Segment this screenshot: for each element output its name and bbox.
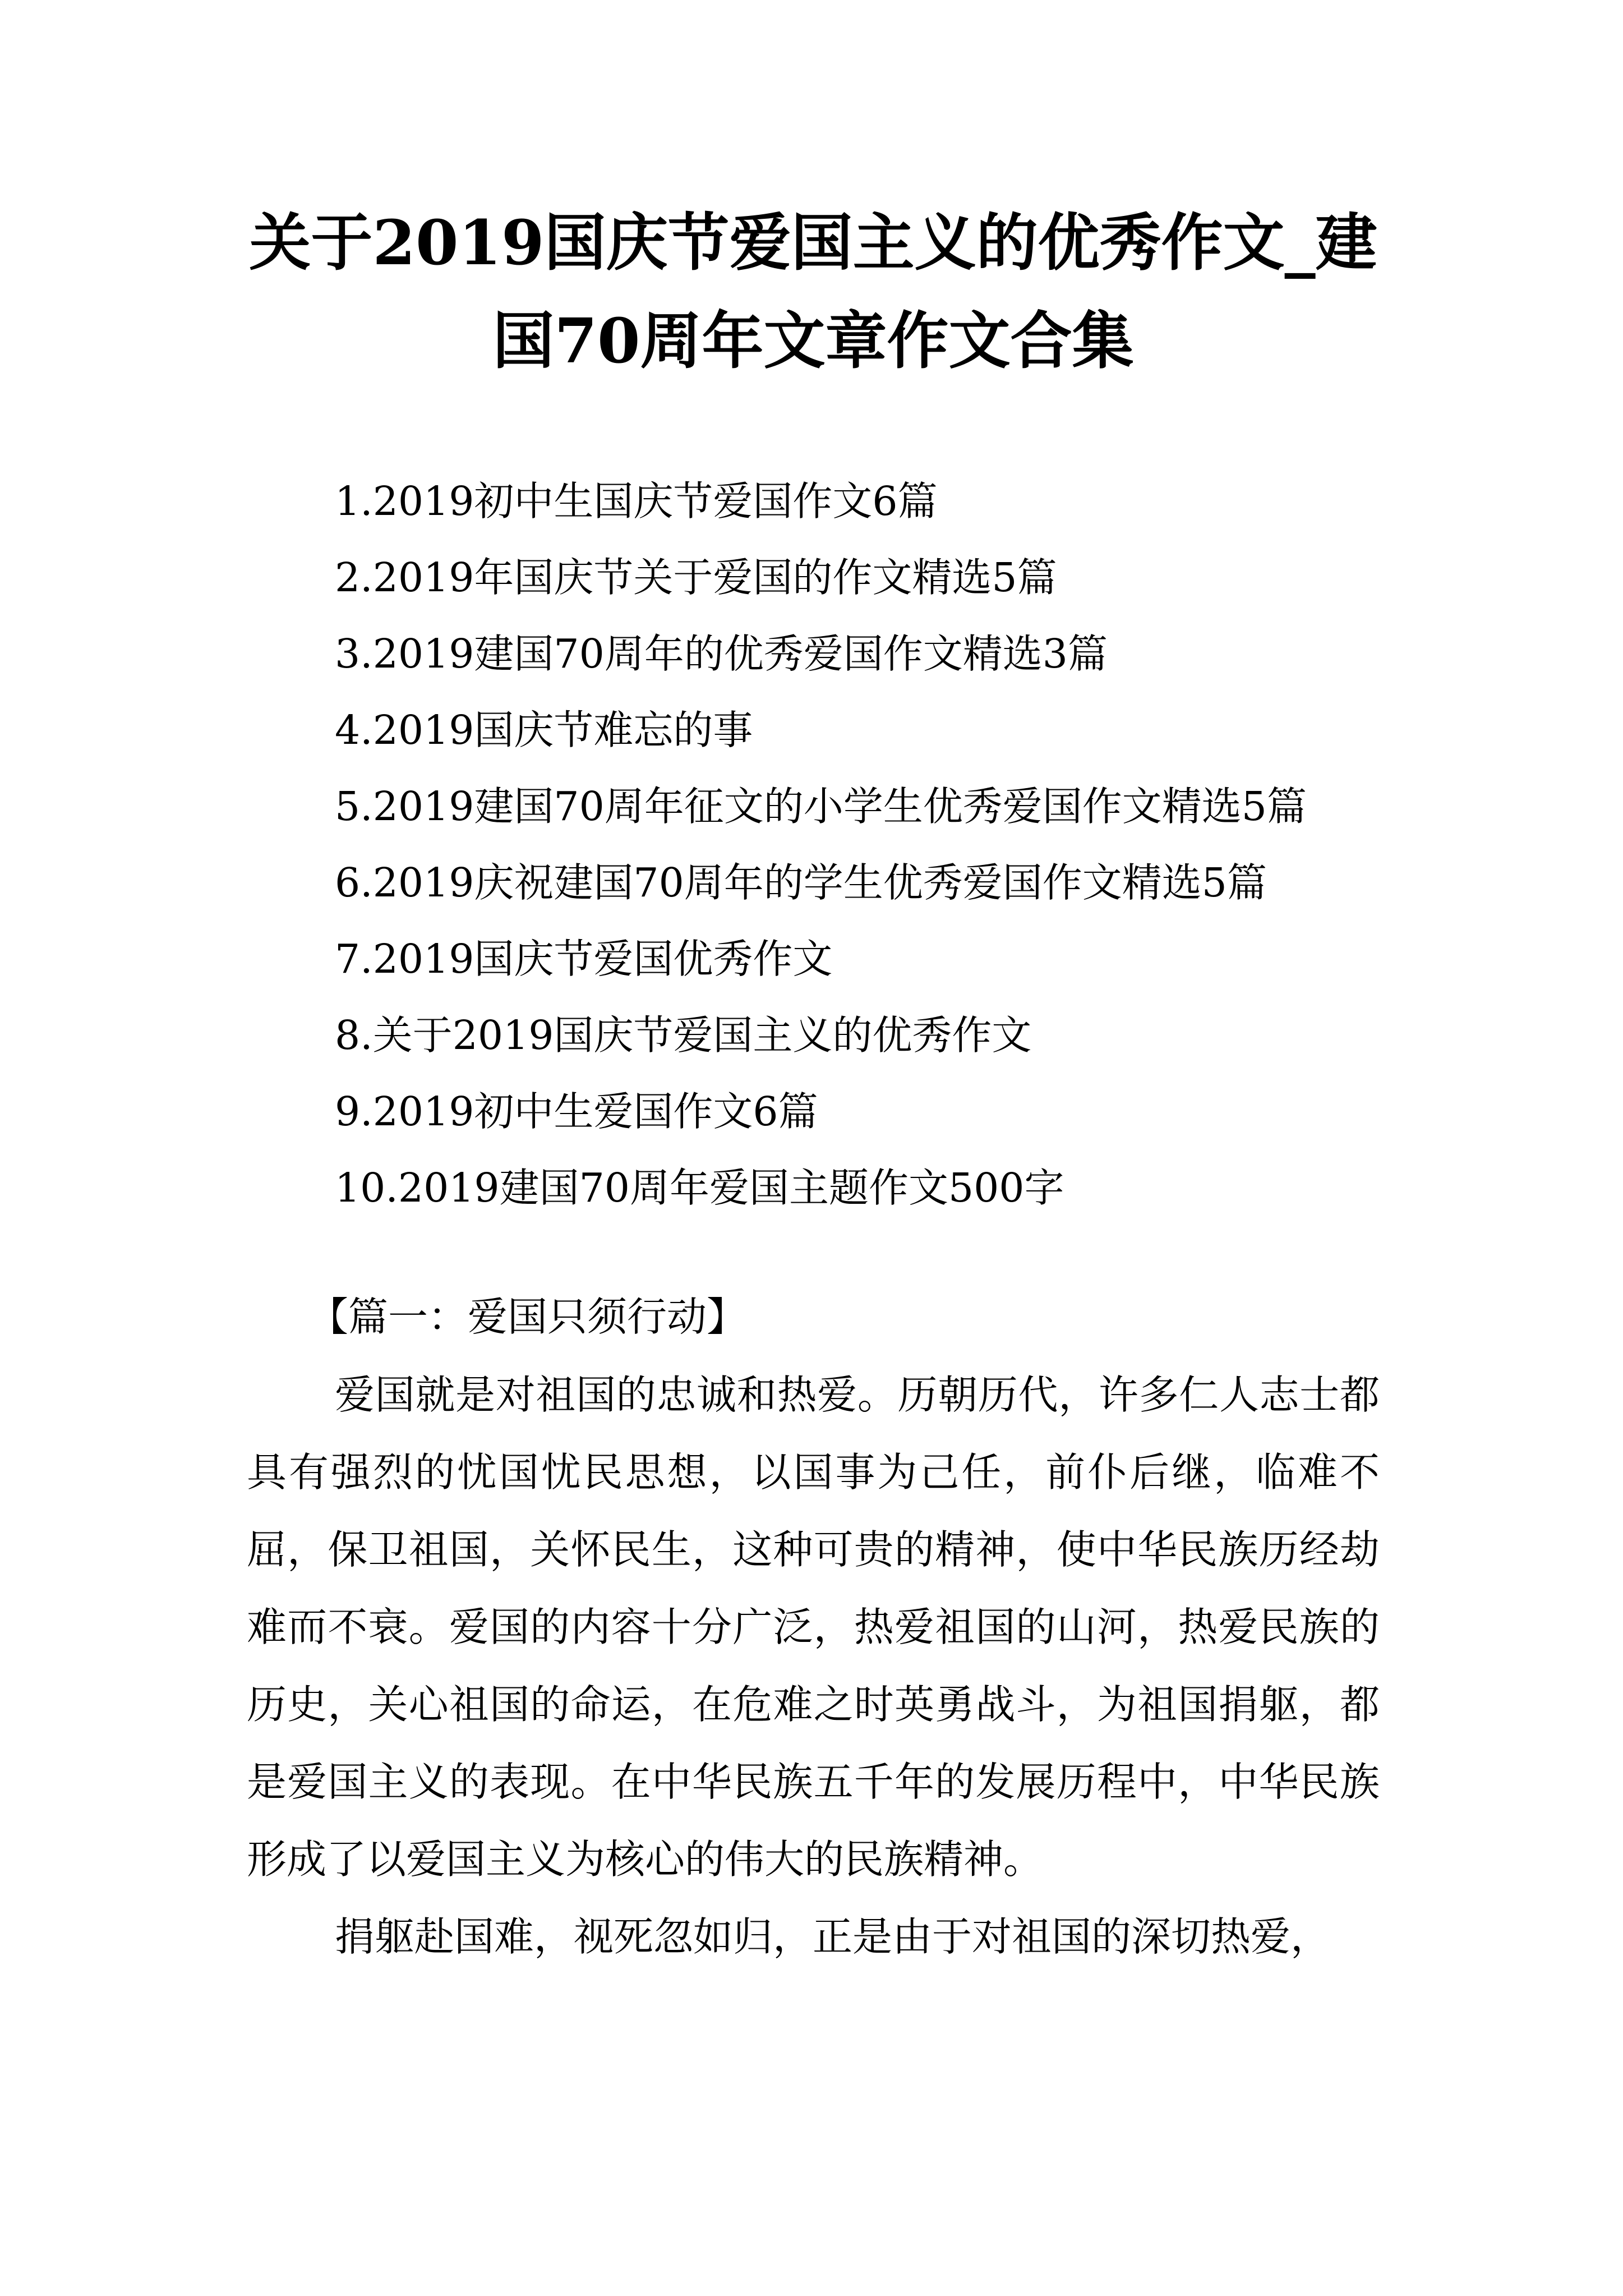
section-heading: 【篇一：爱国只须行动】	[308, 1294, 747, 1340]
toc-item: 6.2019庆祝建国70周年的学生优秀爱国作文精选5篇	[335, 859, 1267, 906]
toc-item: 8.关于2019国庆节爱国主义的优秀作文	[335, 1012, 1032, 1059]
paragraph: 捐躯赴国难，视死忽如归，正是由于对祖国的深切热爱，	[335, 1913, 1331, 1960]
body-text	[247, 1356, 1380, 1976]
toc-item: 2.2019年国庆节关于爱国的作文精选5篇	[335, 554, 1057, 601]
toc-item: 10.2019建国70周年爱国主题作文500字	[335, 1165, 1064, 1211]
toc-item: 5.2019建国70周年征文的小学生优秀爱国作文精选5篇	[335, 783, 1307, 830]
toc-item: 3.2019建国70周年的优秀爱国作文精选3篇	[335, 631, 1108, 677]
toc-item: 7.2019国庆节爱国优秀作文	[335, 936, 833, 982]
toc-item: 4.2019国庆节难忘的事	[335, 707, 753, 753]
document-title: 关于2019国庆节爱国主义的优秀作文_建国70周年文章作文合集	[249, 206, 1377, 377]
table-of-contents	[247, 463, 1380, 1226]
paragraph: 爱国就是对祖国的忠诚和热爱。历朝历代，许多仁人志士都具有强烈的忧国忧民思想，以国事为己任，前仆后继，临难不屈，保卫祖国，关怀民生，这种可贵的精神，使中华民族历经劫难而不衰。爱国的内容十分广泛，热爱祖国的山河，热爱民族的历史，关心祖国的命运，在危难之时英勇战斗，为祖国捐躯，都是爱国主义的表现。在中华民族五千年的发展历程中，中华民族形成了以爱国主义为核心的伟大的民族精神。	[247, 1372, 1380, 1883]
toc-item: 9.2019初中生爱国作文6篇	[335, 1088, 818, 1135]
toc-item: 1.2019初中生国庆节爱国作文6篇	[335, 478, 938, 524]
